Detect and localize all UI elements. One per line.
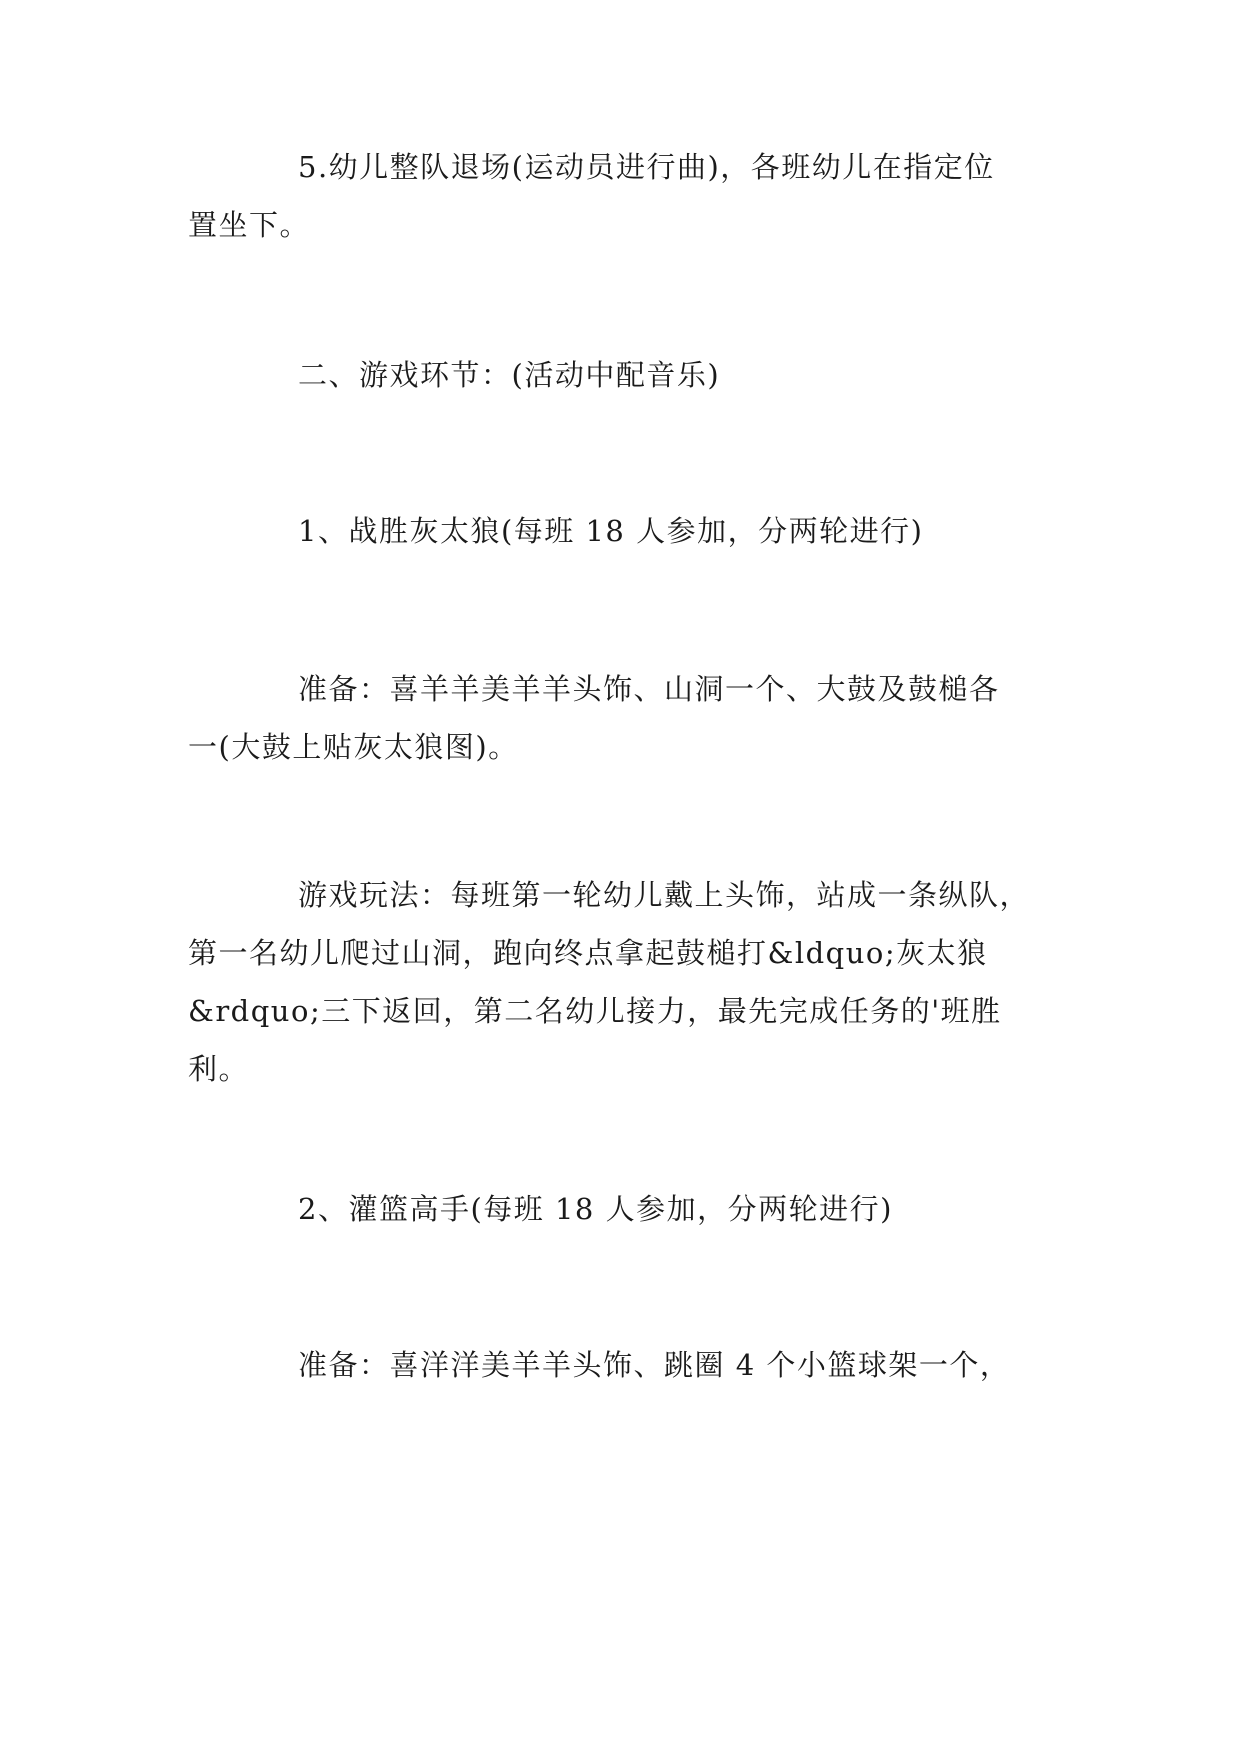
text-line: 置坐下。	[188, 208, 311, 242]
text-line: 5.幼儿整队退场(运动员进行曲)，各班幼儿在指定位	[298, 150, 995, 184]
text-line: 利。	[188, 1052, 250, 1086]
paragraph-preparation-1	[188, 660, 1048, 776]
paragraph-preparation-2	[188, 1336, 1048, 1394]
paragraph-game-rules-1	[188, 866, 1048, 1098]
game-title-defeat-wolf	[188, 502, 1048, 560]
text-line: 游戏玩法：每班第一轮幼儿戴上头饰，站成一条纵队，	[298, 878, 1031, 912]
game-title-slam-dunk	[188, 1180, 1048, 1238]
text-line: 二、游戏环节：(活动中配音乐)	[298, 358, 721, 392]
text-line: 一(大鼓上贴灰太狼图)。	[188, 730, 519, 764]
paragraph-exit-procession	[188, 138, 1048, 254]
section-heading-game-segment	[188, 346, 1048, 404]
text-line: &rdquo;三下返回，第二名幼儿接力，最先完成任务的'班胜	[188, 994, 1002, 1028]
text-line: 1、战胜灰太狼(每班 18 人参加，分两轮进行)	[298, 514, 924, 548]
text-line: 准备：喜洋洋美羊羊头饰、跳圈 4 个小篮球架一个，	[298, 1348, 1011, 1382]
text-line: 2、灌篮高手(每班 18 人参加，分两轮进行)	[298, 1192, 893, 1226]
text-line: 第一名幼儿爬过山洞，跑向终点拿起鼓槌打&ldquo;灰太狼	[188, 936, 988, 970]
text-line: 准备：喜羊羊美羊羊头饰、山洞一个、大鼓及鼓槌各	[298, 672, 1000, 706]
